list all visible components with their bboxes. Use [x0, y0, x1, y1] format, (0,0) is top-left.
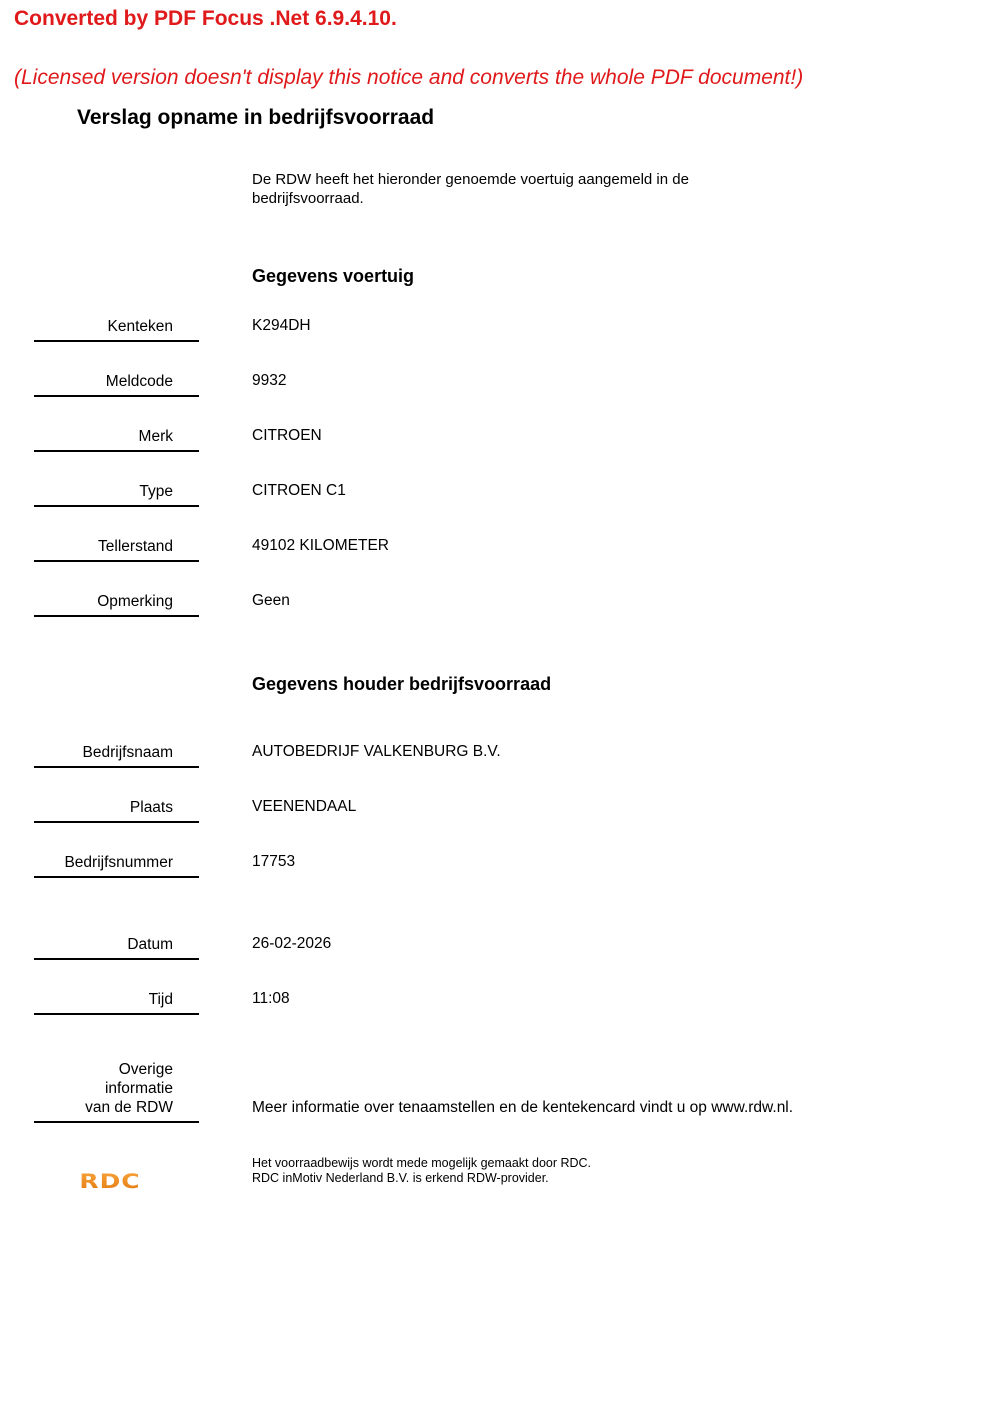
license-notice: (Licensed version doesn't display this notice and converts the whole PDF document!) — [14, 66, 804, 89]
field-label-tellerstand: Tellerstand — [34, 537, 199, 562]
rdc-logo — [64, 1166, 156, 1192]
field-value-merk: CITROEN — [252, 427, 322, 444]
vehicle-section-heading: Gegevens voertuig — [252, 266, 415, 286]
field-label-datum: Datum — [34, 935, 199, 960]
field-value-meldcode: 9932 — [252, 372, 287, 389]
field-label-meldcode: Meldcode — [34, 372, 199, 397]
field-label-plaats: Plaats — [34, 798, 199, 823]
field-value-type: CITROEN C1 — [252, 482, 346, 499]
field-label-type: Type — [34, 482, 199, 507]
field-value-bedrijfsnummer: 17753 — [252, 853, 296, 870]
field-label-bedrijfsnaam: Bedrijfsnaam — [34, 743, 199, 768]
other-label-line2: informatie — [104, 1080, 173, 1097]
field-value-bedrijfsnaam: AUTOBEDRIJF VALKENBURG B.V. — [252, 743, 501, 760]
footer-line2: RDC inMotiv Nederland B.V. is erkend RDW-provider. — [252, 1171, 549, 1185]
field-label-merk: Merk — [34, 427, 199, 452]
field-label-overige-informatie — [34, 1060, 199, 1123]
other-label-line3: van de RDW — [85, 1099, 173, 1116]
field-label-opmerking: Opmerking — [34, 592, 199, 617]
footer-line1: Het voorraadbewijs wordt mede mogelijk gemaakt door RDC. — [252, 1156, 592, 1170]
field-value-plaats: VEENENDAAL — [252, 798, 357, 815]
holder-section-heading: Gegevens houder bedrijfsvoorraad — [252, 674, 552, 694]
field-label-kenteken: Kenteken — [34, 317, 199, 342]
field-value-tellerstand: 49102 KILOMETER — [252, 537, 389, 554]
field-value-overige-informatie: Meer informatie over tenaamstellen en de kentekencard vindt u op www.rdw.nl. — [252, 1099, 794, 1116]
field-label-bedrijfsnummer: Bedrijfsnummer — [34, 853, 199, 878]
field-value-datum: 26-02-2026 — [252, 935, 332, 952]
field-value-kenteken: K294DH — [252, 317, 311, 334]
page-title: Verslag opname in bedrijfsvoorraad — [77, 106, 435, 129]
footer-text — [252, 1156, 591, 1186]
conversion-notice: Converted by PDF Focus .Net 6.9.4.10. — [14, 7, 397, 30]
field-value-tijd: 11:08 — [252, 990, 290, 1007]
other-label-line1: Overige — [118, 1061, 173, 1078]
rdc-logo-text: RDC — [79, 1170, 141, 1192]
intro-text: De RDW heeft het hieronder genoemde voertuig aangemeld in de bedrijfsvoorraad. — [252, 171, 689, 207]
field-label-tijd: Tijd — [34, 990, 199, 1015]
field-value-opmerking: Geen — [252, 592, 290, 609]
